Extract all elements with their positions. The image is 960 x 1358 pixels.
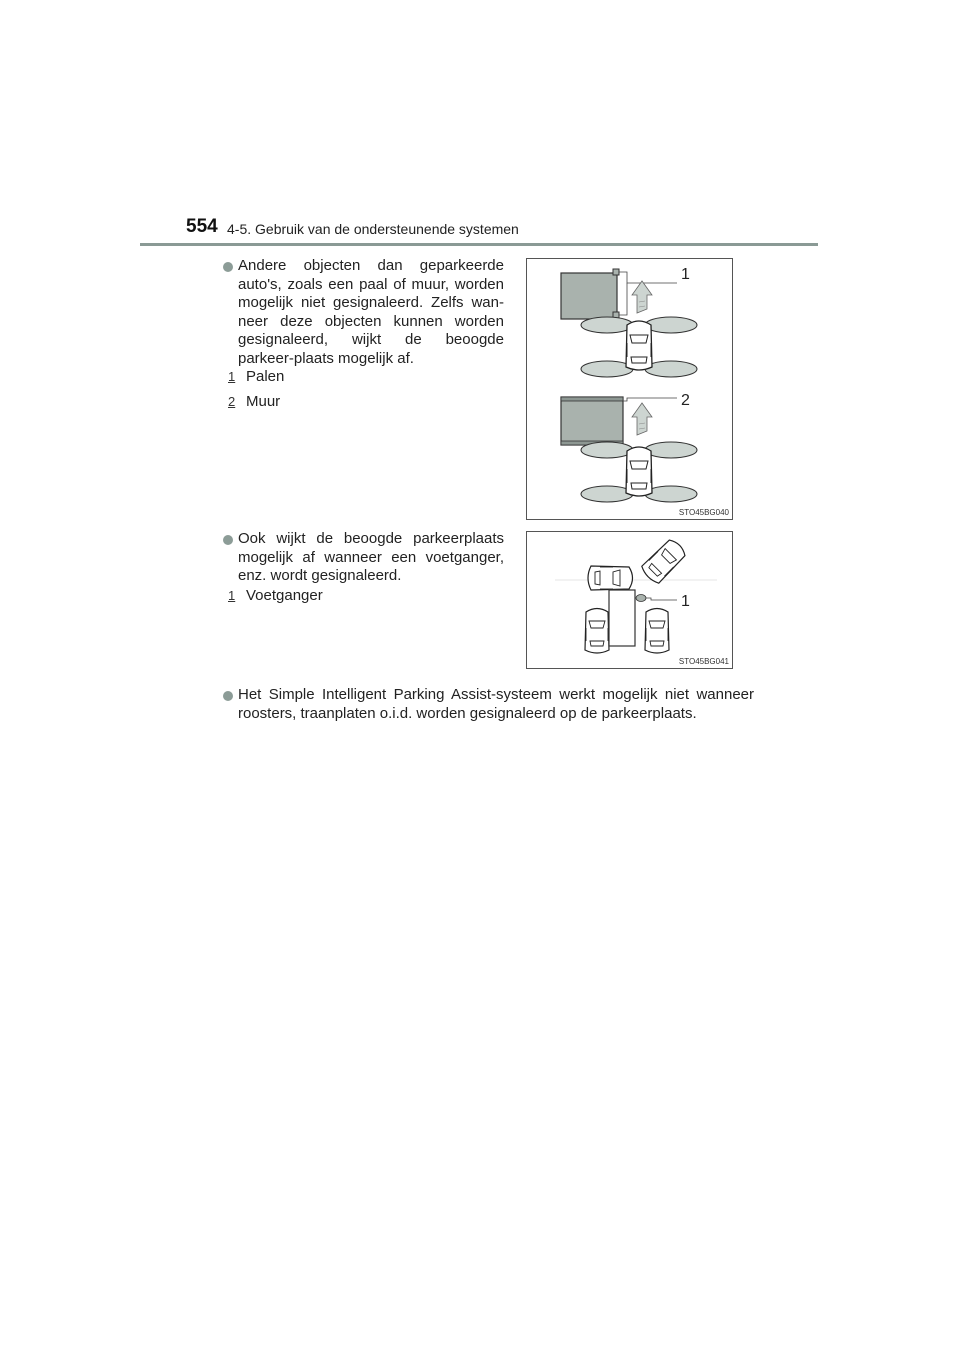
legend-number: 1 <box>228 588 236 603</box>
callout-number: 1 <box>681 266 690 283</box>
bullet-text: Het Simple Intelligent Parking Assist-systeem werkt mogelijk niet wanneer roosters, traanplaten o.i.d. worden gesignaleerd op de parkeerplaats. <box>238 686 754 722</box>
legend-label: Muur <box>246 393 281 410</box>
bullet-paragraph <box>238 686 754 723</box>
legend-number: 2 <box>228 394 236 409</box>
figure-poles-wall-drawing <box>527 259 732 519</box>
legend-item <box>228 587 323 604</box>
bullet-paragraph <box>238 530 504 586</box>
callout-number: 2 <box>681 392 690 409</box>
bullet-dot-icon <box>223 262 233 272</box>
legend-label: Voetganger <box>246 587 323 604</box>
bullet-dot-icon <box>223 691 233 701</box>
figure-code: STO45BG041 <box>678 657 729 666</box>
bullet-paragraph <box>238 257 504 368</box>
pole-marker <box>613 269 619 275</box>
legend-item <box>228 368 284 385</box>
pedestrian-marker <box>636 595 646 602</box>
section-title: 4-5. Gebruik van de ondersteunende systemen <box>227 221 519 237</box>
figure-poles-wall <box>526 258 733 520</box>
bullet-dot-icon <box>223 535 233 545</box>
bullet-text: Andere objecten dan geparkeerde auto's, zoals een paal of muur, worden mogelijk niet gesignaleerd. Zelfs wan-neer deze objecten kunnen worden gesignaleerd, wijkt de beoogde parkeer-plaats mogelijk af. <box>238 257 504 367</box>
callout-number: 1 <box>681 593 690 610</box>
page-number: 554 <box>186 216 218 237</box>
bullet-text: Ook wijkt de beoogde parkeerplaats mogelijk af wanneer een voetganger, enz. wordt gesignaleerd. <box>238 530 504 584</box>
target-parking-space <box>609 590 635 646</box>
legend-number: 1 <box>228 369 236 384</box>
header-rule <box>140 243 818 246</box>
figure-pedestrian-drawing <box>527 532 732 668</box>
legend-label: Palen <box>246 368 285 385</box>
parked-object <box>561 273 617 319</box>
figure-code: STO45BG040 <box>678 508 729 517</box>
figure-pedestrian <box>526 531 733 669</box>
legend-item <box>228 393 280 410</box>
wall-object <box>561 397 623 445</box>
